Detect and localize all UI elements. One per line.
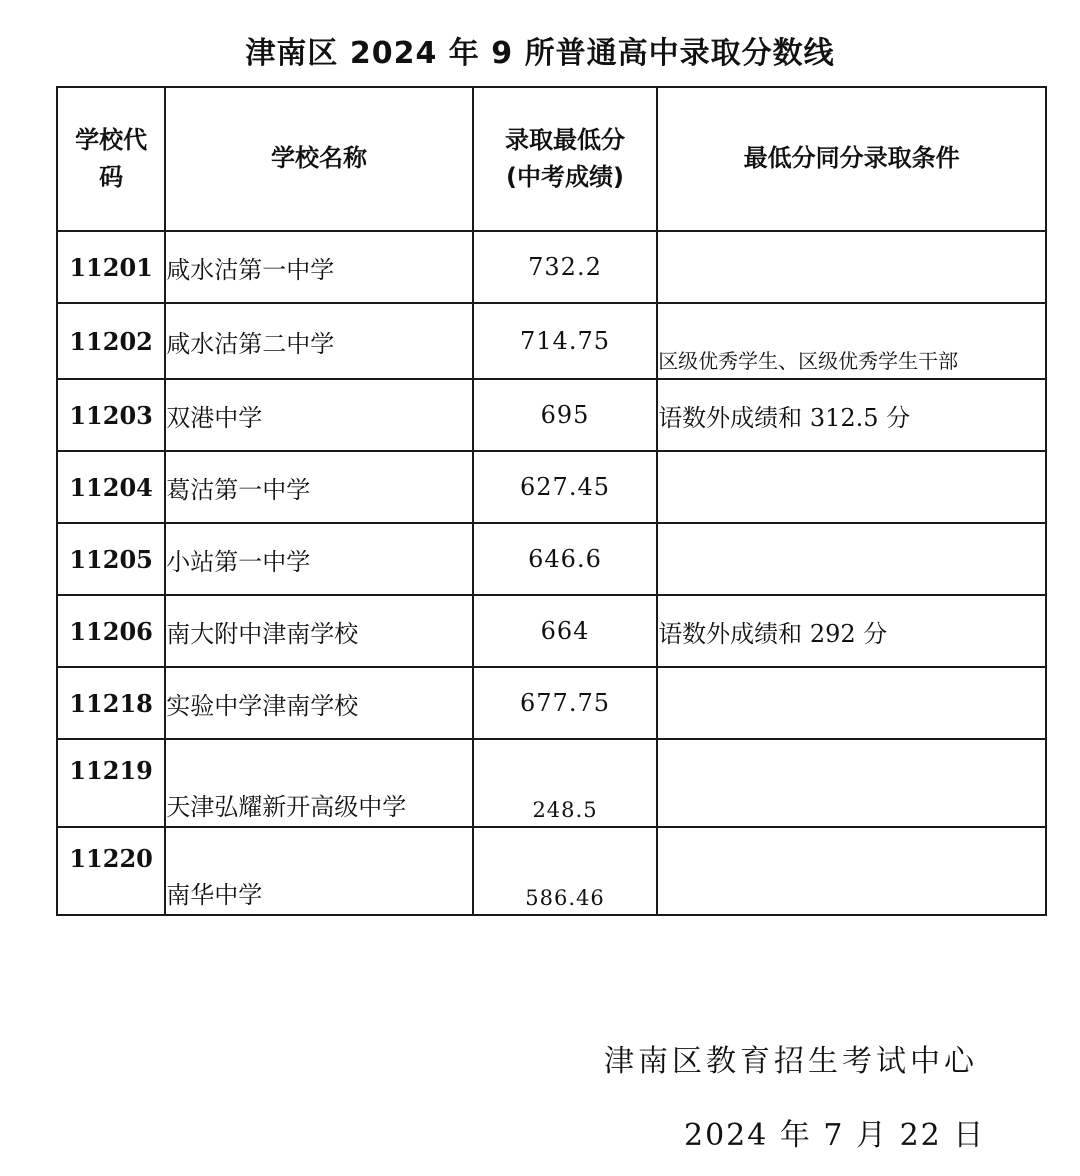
min-score: 627.45 bbox=[473, 451, 657, 523]
issue-date: 2024 年 7 月 22 日 bbox=[684, 1118, 986, 1153]
school-code: 11206 bbox=[57, 595, 165, 667]
header-min-score bbox=[473, 87, 657, 231]
school-name: 双港中学 bbox=[165, 379, 473, 451]
school-name: 天津弘耀新开高级中学 bbox=[165, 739, 473, 827]
min-score: 646.6 bbox=[473, 523, 657, 595]
table-row bbox=[57, 231, 1046, 303]
tie-condition bbox=[657, 231, 1046, 303]
min-score: 248.5 bbox=[473, 739, 657, 827]
school-code: 11202 bbox=[57, 303, 165, 379]
min-score: 732.2 bbox=[473, 231, 657, 303]
school-code: 11205 bbox=[57, 523, 165, 595]
min-score: 664 bbox=[473, 595, 657, 667]
school-code: 11220 bbox=[57, 827, 165, 915]
min-score: 586.46 bbox=[473, 827, 657, 915]
school-name: 南大附中津南学校 bbox=[165, 595, 473, 667]
tie-condition bbox=[657, 523, 1046, 595]
school-name: 咸水沽第二中学 bbox=[165, 303, 473, 379]
table-row bbox=[57, 739, 1046, 827]
tie-condition bbox=[657, 739, 1046, 827]
table-row bbox=[57, 303, 1046, 379]
table-header-row bbox=[57, 87, 1046, 231]
tie-condition: 区级优秀学生、区级优秀学生干部 bbox=[657, 303, 1046, 379]
header-min-score-line2: (中考成绩) bbox=[506, 163, 624, 191]
school-code: 11201 bbox=[57, 231, 165, 303]
page-title: 津南区 2024 年 9 所普通高中录取分数线 bbox=[245, 36, 835, 71]
tie-condition: 语数外成绩和 312.5 分 bbox=[657, 379, 1046, 451]
header-school-name: 学校名称 bbox=[165, 87, 473, 231]
issuer-signature: 津南区教育招生考试中心 bbox=[604, 1044, 978, 1079]
admission-score-table bbox=[56, 86, 1047, 916]
tie-condition: 语数外成绩和 292 分 bbox=[657, 595, 1046, 667]
table-row bbox=[57, 379, 1046, 451]
school-name: 南华中学 bbox=[165, 827, 473, 915]
school-code: 11204 bbox=[57, 451, 165, 523]
table-row bbox=[57, 451, 1046, 523]
school-name: 葛沽第一中学 bbox=[165, 451, 473, 523]
tie-condition bbox=[657, 451, 1046, 523]
header-tie-condition: 最低分同分录取条件 bbox=[657, 87, 1046, 231]
table-row bbox=[57, 523, 1046, 595]
table-row bbox=[57, 595, 1046, 667]
header-min-score-line1: 录取最低分 bbox=[505, 125, 625, 154]
tie-condition bbox=[657, 827, 1046, 915]
min-score: 714.75 bbox=[473, 303, 657, 379]
min-score: 677.75 bbox=[473, 667, 657, 739]
header-school-code-line2: 码 bbox=[99, 163, 124, 191]
min-score: 695 bbox=[473, 379, 657, 451]
table-row bbox=[57, 827, 1046, 915]
school-name: 实验中学津南学校 bbox=[165, 667, 473, 739]
tie-condition bbox=[657, 667, 1046, 739]
header-school-code-line1: 学校代 bbox=[75, 125, 148, 154]
school-name: 咸水沽第一中学 bbox=[165, 231, 473, 303]
school-code: 11203 bbox=[57, 379, 165, 451]
school-code: 11219 bbox=[57, 739, 165, 827]
school-name: 小站第一中学 bbox=[165, 523, 473, 595]
school-code: 11218 bbox=[57, 667, 165, 739]
header-school-code bbox=[57, 87, 165, 231]
table-row bbox=[57, 667, 1046, 739]
